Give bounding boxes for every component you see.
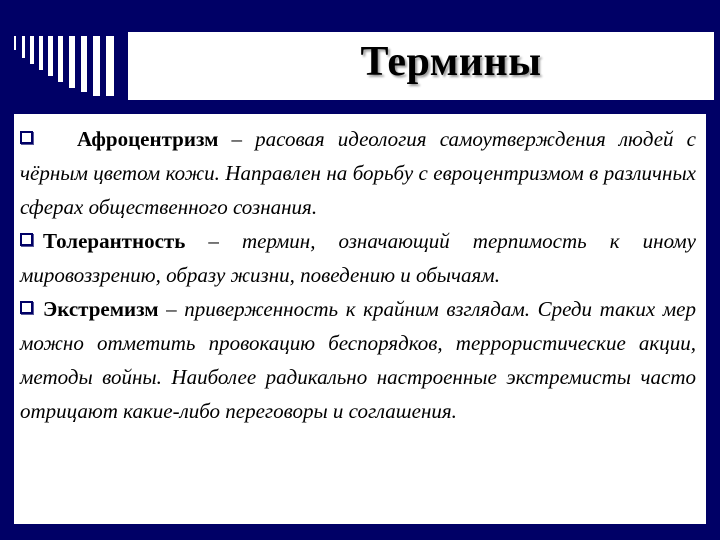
term-label: Толерантность (43, 229, 186, 253)
stripe (81, 36, 87, 92)
stripe (22, 36, 25, 58)
term-label: Афроцентризм (77, 127, 219, 151)
square-bullet-icon (20, 301, 33, 314)
term-item-tolerance (20, 224, 696, 292)
term-definition: – термин, означающий терпимость к иному мировоззрению, образу жизни, поведению и обычаям. (20, 229, 696, 287)
stripe (69, 36, 75, 88)
term-item-afrocentrism (20, 122, 696, 224)
title-panel (128, 32, 714, 100)
slide-title: Термины (360, 39, 542, 85)
square-bullet-icon (20, 233, 33, 246)
content-panel (14, 114, 706, 524)
term-label: Экстремизм (43, 297, 159, 321)
stripe (48, 36, 53, 76)
stripe (58, 36, 63, 82)
term-definition: – расовая идеология самоутверждения людей с чёрным цветом кожи. Направлен на борьбу с евроцентризмом в различных сферах общественного сознания. (20, 127, 696, 219)
term-definition: – приверженность к крайним взглядам. Среди таких мер можно отметить провокацию беспорядков, террористические акции, методы войны. Наиболее радикально настроенные экстремисты часто отрицают какие-либо переговоры и соглашения. (20, 297, 696, 423)
stripe (30, 36, 34, 64)
term-item-extremism (20, 292, 696, 428)
stripe (14, 36, 16, 50)
stripe (39, 36, 43, 70)
decorative-stripes (14, 36, 144, 96)
stripe (106, 36, 114, 96)
stripe (93, 36, 100, 96)
square-bullet-icon (20, 131, 33, 144)
